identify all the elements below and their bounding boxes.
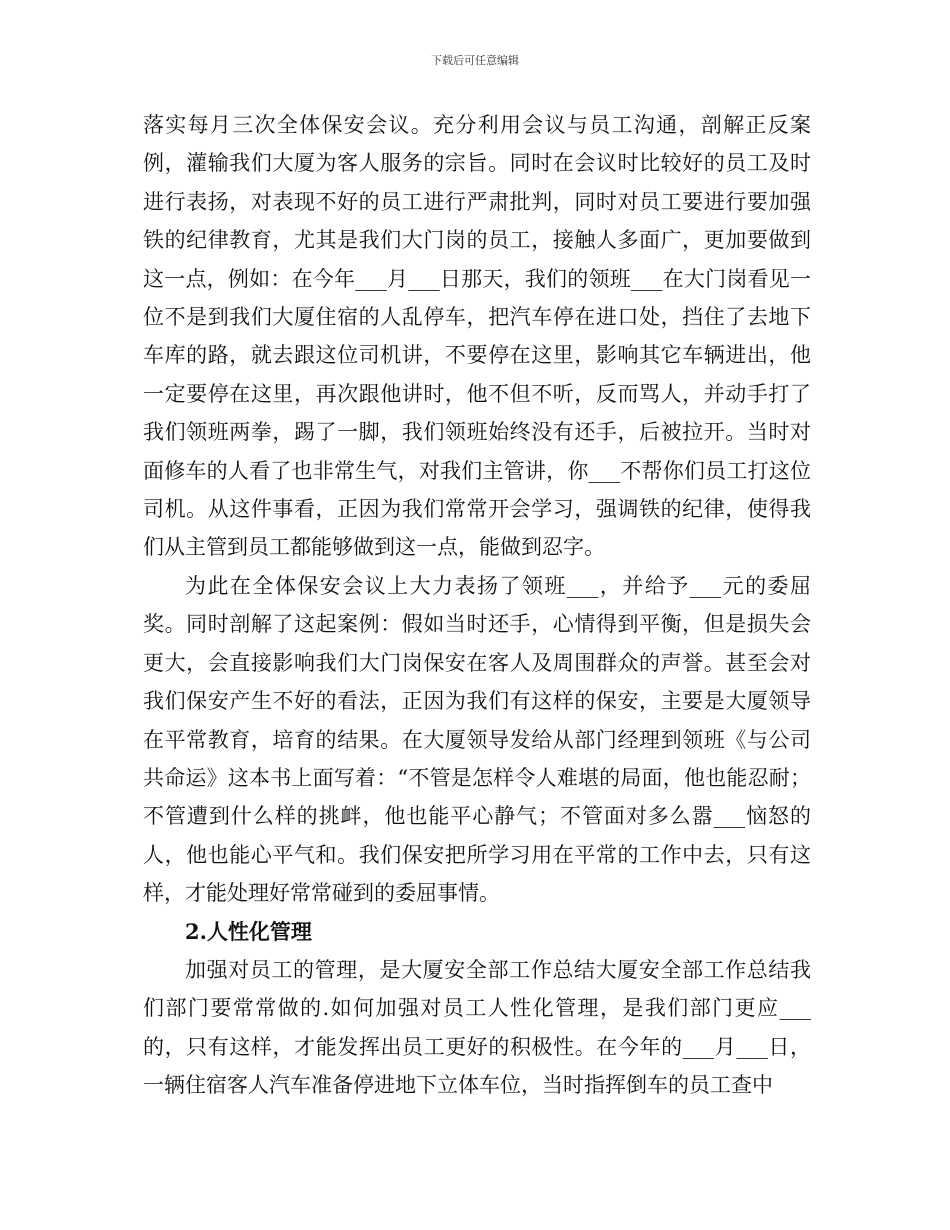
paragraph-commendation: 为此在全体保安会议上大力表扬了领班___，并给予___元的委屈奖。同时剖解了这起案例：假如当时还手，心情得到平衡，但是损失会更大，会直接影响我们大门岗保安在客人及周围群众的声誉。甚至会对我们保安产生不好的看法，正因为我们有这样的保安，主要是大厦领导在平常教育，培育的结果。在大厦领导发给从部门经理到领班《与公司共命运》这本书上面写着：“不管是怎样令人难堪的局面，他也能忍耐；不管遭到什么样的挑衅，他也能平心静气；不管面对多么嚣___恼怒的人，他也能心平气和。我们保安把所学习用在平常的工作中去，只有这样，才能处理好常常碰到的委屈事情。 <box>143 573 811 906</box>
paragraph-humanized-management: 加强对员工的管理，是大厦安全部工作总结大厦安全部工作总结我们部门要常常做的.如何加强对员工人性化管理，是我们部门更应___的，只有这样，才能发挥出员工更好的积极性。在今年的___月___日，一辆住宿客人汽车准备停进地下立体车位，当时指挥倒车的员工查中 <box>143 957 811 1098</box>
section-heading-humanized-management: 2.人性化管理 <box>185 918 312 944</box>
document-body <box>143 106 811 1105</box>
paragraph-meetings: 落实每月三次全体保安会议。充分利用会议与员工沟通，剖解正反案例，灌输我们大厦为客人服务的宗旨。同时在会议时比较好的员工及时进行表扬，对表现不好的员工进行严肃批判，同时对员工要进行要加强铁的纪律教育，尤其是我们大门岗的员工，接触人多面广，更加要做到这一点，例如：在今年___月___日那天，我们的领班___在大门岗看见一位不是到我们大厦住宿的人乱停车，把汽车停在进口处，挡住了去地下车库的路，就去跟这位司机讲，不要停在这里，影响其它车辆进出，他一定要停在这里，再次跟他讲时，他不但不听，反而骂人，并动手打了我们领班两拳，踢了一脚，我们领班始终没有还手，后被拉开。当时对面修车的人看了也非常生气，对我们主管讲，你___不帮你们员工打这位司机。从这件事看，正因为我们常常开会学习，强调铁的纪律，使得我们从主管到员工都能够做到这一点，能做到忍字。 <box>143 113 811 560</box>
page-header-note: 下载后可任意编辑 <box>431 54 519 67</box>
